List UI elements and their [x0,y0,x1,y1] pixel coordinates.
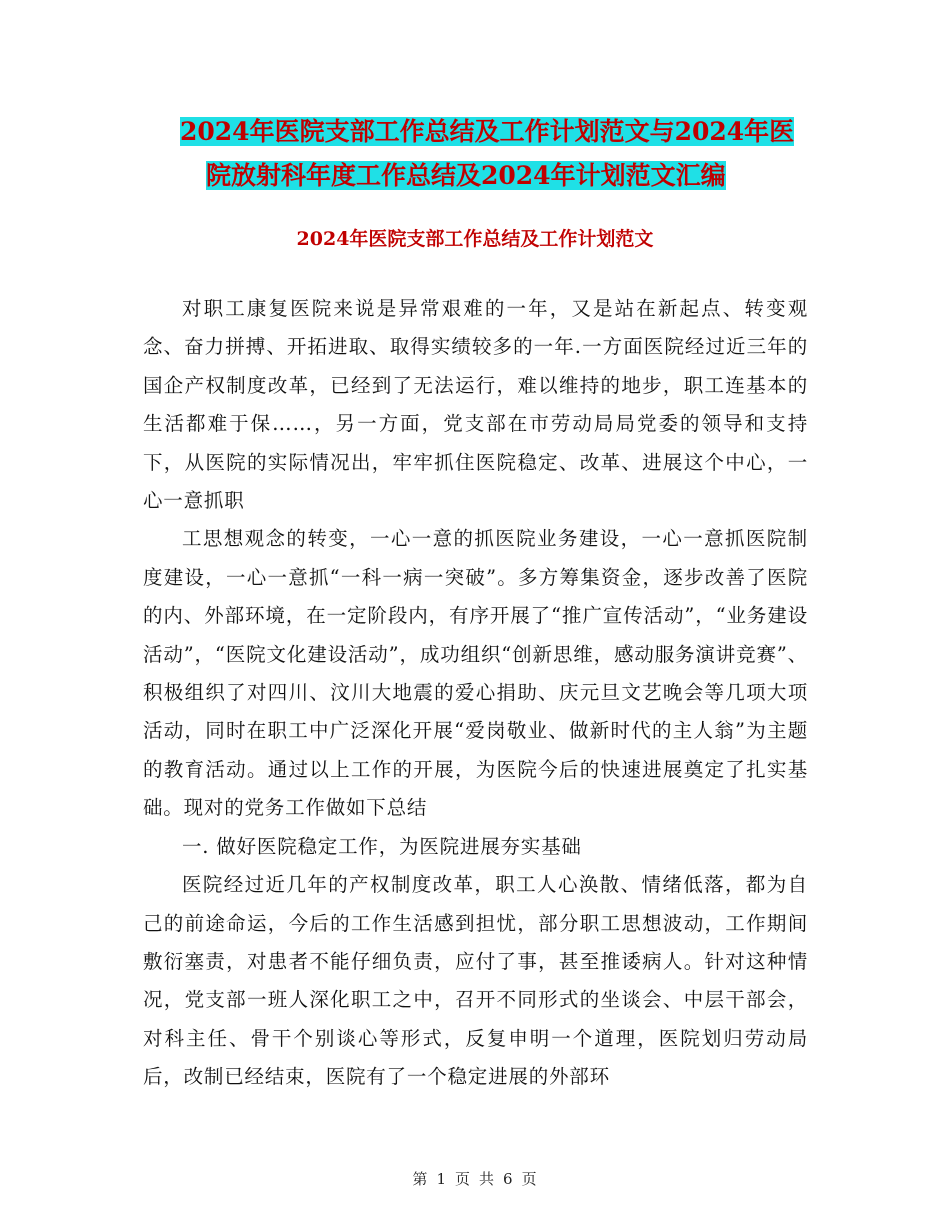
current-page-number: 1 [436,1170,447,1188]
paragraph: 工思想观念的转变，一心一意的抓医院业务建设，一心一意抓医院制度建设，一心一意抓“一科一病一突破”。多方筹集资金，逐步改善了医院的内、外部环境，在一定阶段内，有序开展了“推广宣传活动”，“业务建设活动”，“医院文化建设活动”，成功组织“创新思维，感动服务演讲竞赛”、积极组织了对四川、汶川大地震的爱心捐助、庆元旦文艺晚会等几项大项活动，同时在职工中广泛深化开展“爱岗敬业、做新时代的主人翁”为主题的教育活动。通过以上工作的开展，为医院今后的快速进展奠定了扎实基础。现对的党务工作做如下总结 [143,527,808,820]
section-title: 2024年医院支部工作总结及工作计划范文 [296,228,654,250]
paragraph: 医院经过近几年的产权制度改革，职工人心涣散、情绪低落，都为自己的前途命运，今后的工作生活感到担忧，部分职工思想波动，工作期间敷衍塞责，对患者不能仔细负责，应付了事，甚至推诿病人。针对这种情况，党支部一班人深化职工之中，召开不同形式的坐谈会、中层干部会，对科主任、骨干个别谈心等形式，反复申明一个道理，医院划归劳动局后，改制已经结束，医院有了一个稳定进展的外部环 [143,873,808,1089]
footer-prefix: 第 [412,1170,429,1188]
document-body [143,290,808,1097]
title-line-2: 院放射科年度工作总结及2024年计划范文汇编 [206,161,726,190]
footer-total-prefix: 共 [479,1170,496,1188]
title-line-1: 2024年医院支部工作总结及工作计划范文与2024年医 [180,117,795,146]
total-pages-number: 6 [503,1170,514,1188]
footer-suffix: 页 [521,1170,538,1188]
section-heading: 一. 做好医院稳定工作，为医院进展夯实基础 [182,834,582,858]
page-footer [0,1168,950,1189]
document-title [180,110,820,198]
footer-page-word: 页 [454,1170,471,1188]
paragraph: 对职工康复医院来说是异常艰难的一年，又是站在新起点、转变观念、奋力拼搏、开拓进取、取得实绩较多的一年.一方面医院经过近三年的国企产权制度改革，已经到了无法运行，难以维持的地步，职工连基本的生活都难于保……，另一方面，党支部在市劳动局局党委的领导和支持下，从医院的实际情况出，牢牢抓住医院稳定、改革、进展这个中心，一心一意抓职 [143,297,808,513]
